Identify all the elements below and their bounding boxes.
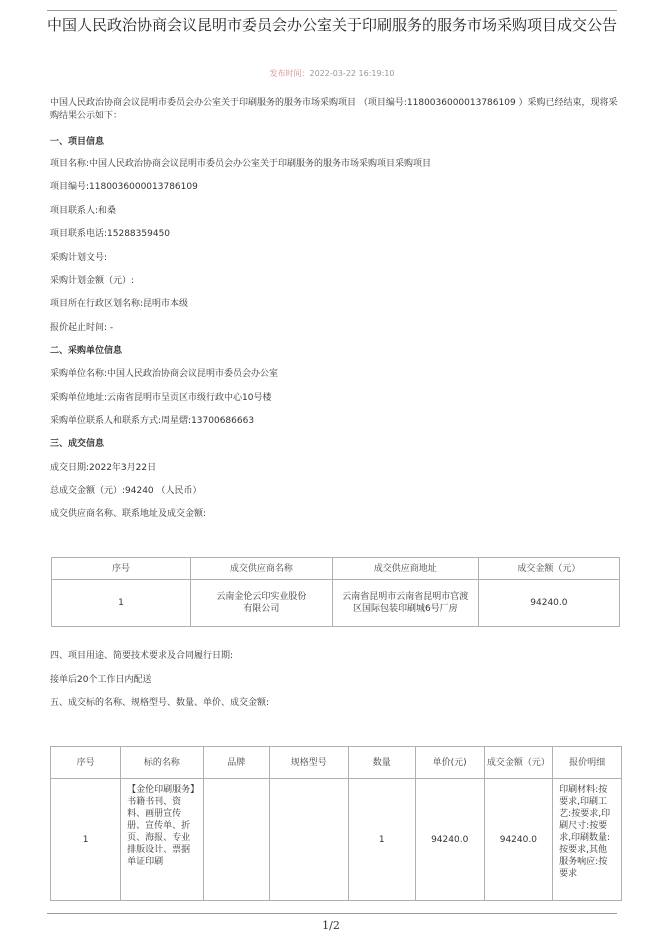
- project-region: 项目所在行政区划名称:昆明市本级: [50, 299, 189, 309]
- purchaser-name: 采购单位名称:中国人民政治协商会议昆明市委员会办公室: [50, 369, 279, 379]
- table-header: 品牌: [203, 747, 269, 779]
- section-heading-purchaser: 二、采购单位信息: [50, 346, 123, 356]
- top-rule: [47, 10, 617, 11]
- table-cell: 94240.0: [415, 779, 484, 901]
- table-header: 成交金额（元）: [478, 558, 619, 580]
- page-number: 1/2: [322, 919, 340, 932]
- section-heading-items: 五、成交标的名称、规格型号、数量、单价、成交金额:: [50, 698, 270, 708]
- table-header: 数量: [348, 747, 415, 779]
- project-phone: 项目联系电话:15288359450: [50, 229, 171, 239]
- purchaser-address: 采购单位地址:云南省昆明市呈贡区市级行政中心10号楼: [50, 393, 272, 403]
- plan-amount: 采购计划金额（元）:: [50, 276, 135, 286]
- table-cell: 94240.0: [478, 580, 619, 627]
- supplier-table: [51, 557, 620, 627]
- table-cell: 印刷材料:按要求,印刷工艺:按要求,印刷尺寸:按要求,印刷数量:按要求,其他服务响应:按要求: [553, 779, 622, 901]
- table-cell: [203, 779, 269, 901]
- section-heading-usage: 四、项目用途、简要技术要求及合同履行日期:: [50, 651, 234, 661]
- publish-time-value: 2022-03-22 16:19:10: [309, 69, 395, 78]
- publish-time: [47, 68, 617, 79]
- table-header-row: [52, 558, 620, 580]
- table-header: 报价明细: [553, 747, 622, 779]
- table-header: 成交供应商地址: [332, 558, 478, 580]
- table-cell: 【金伦印刷服务】书籍书刊、资料、画册宣传册、宣传单、折页、海报、专业排版设计、票据单证印刷: [121, 779, 203, 901]
- table-cell: 94240.0: [484, 779, 553, 901]
- table-row: [52, 580, 620, 627]
- intro-paragraph: 中国人民政治协商会议昆明市委员会办公室关于印刷服务的服务市场采购项目 （项目编号:1180036000013786109 ）采购已经结束，现将采购结果公示如下：: [50, 98, 618, 121]
- project-code: 项目编号:1180036000013786109: [50, 182, 198, 192]
- quote-time: 报价起止时间: -: [50, 323, 114, 333]
- table-header: 单价(元): [415, 747, 484, 779]
- items-table: [50, 746, 622, 901]
- table-header: 成交金额（元）: [484, 747, 553, 779]
- deal-total: 总成交金额（元）:94240 （人民币）: [50, 486, 202, 496]
- table-cell: 云南金伦云印实业股份有限公司: [190, 580, 332, 627]
- page-title: 中国人民政治协商会议昆明市委员会办公室关于印刷服务的服务市场采购项目成交公告: [47, 16, 618, 34]
- project-name: 项目名称:中国人民政治协商会议昆明市委员会办公室关于印刷服务的服务市场采购项目采购项目: [50, 159, 432, 169]
- project-contact: 项目联系人:和桑: [50, 206, 117, 216]
- table-header: 成交供应商名称: [190, 558, 332, 580]
- table-cell: 1: [51, 779, 121, 901]
- section-heading-project: 一、项目信息: [50, 137, 105, 147]
- publish-time-label: 发布时间：: [269, 69, 310, 78]
- bottom-rule: [47, 913, 617, 914]
- table-header-row: [51, 747, 622, 779]
- section-heading-deal: 三、成交信息: [50, 439, 105, 449]
- table-header: 序号: [51, 747, 121, 779]
- table-header: 规格型号: [269, 747, 348, 779]
- deal-date: 成交日期:2022年3月22日: [50, 463, 157, 473]
- table-header: 序号: [52, 558, 191, 580]
- supplier-intro: 成交供应商名称、联系地址及成交金额:: [50, 509, 207, 519]
- usage-text: 接单后20个工作日内配送: [50, 675, 152, 685]
- table-cell: 1: [52, 580, 191, 627]
- table-header: 标的名称: [121, 747, 203, 779]
- plan-number: 采购计划文号:: [50, 253, 108, 263]
- table-cell: [269, 779, 348, 901]
- table-cell: 云南省昆明市云南省昆明市官渡区国际包装印刷城6号厂房: [332, 580, 478, 627]
- purchaser-contact: 采购单位联系人和联系方式:周星熠:13700686663: [50, 416, 255, 426]
- table-row: [51, 779, 622, 901]
- table-cell: 1: [348, 779, 415, 901]
